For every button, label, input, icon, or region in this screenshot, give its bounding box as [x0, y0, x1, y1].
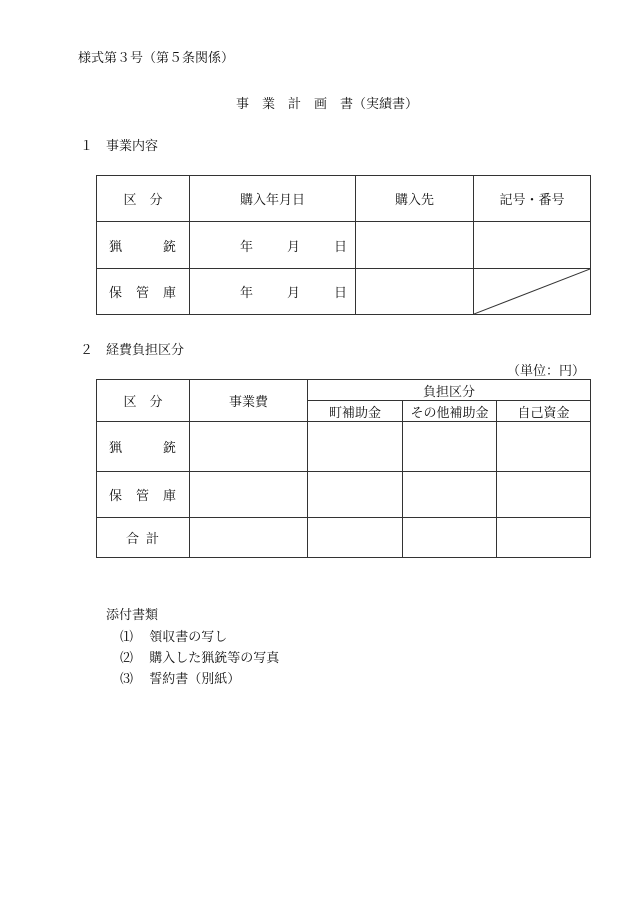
section1-heading: １ 事業内容	[80, 139, 159, 154]
attachment-number: ⑵	[120, 651, 134, 666]
unit-label: （単位：円）	[507, 364, 586, 379]
day-label: 日	[333, 239, 347, 255]
header-purchase-date: 購入年月日	[190, 176, 356, 222]
other-subsidy-total-cell[interactable]	[403, 518, 497, 558]
attachments-heading: 添付書類	[106, 608, 159, 623]
attachment-text: 領収書の写し	[149, 630, 228, 645]
header-vendor: 購入先	[356, 176, 474, 222]
town-subsidy-cell[interactable]	[308, 472, 403, 518]
attachment-item	[120, 647, 279, 666]
header-kubun: 区 分	[97, 176, 190, 222]
row-label-hunting-gun	[97, 422, 190, 472]
section2-heading: ２ 経費負担区分	[80, 343, 185, 358]
row-label-total	[97, 518, 190, 558]
header-code-number: 記号・番号	[474, 176, 591, 222]
own-funds-total-cell[interactable]	[497, 518, 591, 558]
business-content-table	[96, 175, 591, 315]
year-label: 年	[239, 239, 253, 255]
other-subsidy-cell[interactable]	[403, 472, 497, 518]
header-town-subsidy: 町補助金	[308, 401, 403, 422]
vendor-cell[interactable]	[356, 222, 474, 269]
diagonal-line	[474, 269, 590, 314]
label-char: 管	[135, 286, 149, 301]
table-row-total	[97, 518, 591, 558]
table-row	[97, 422, 591, 472]
project-cost-cell[interactable]	[190, 472, 308, 518]
document-title: 事 業 計 画 書（実績書）	[236, 97, 419, 112]
attachment-number: ⑴	[120, 630, 134, 645]
own-funds-cell[interactable]	[497, 472, 591, 518]
code-number-cell[interactable]	[474, 222, 591, 269]
town-subsidy-cell[interactable]	[308, 422, 403, 472]
label-char: 庫	[162, 286, 176, 301]
year-label: 年	[239, 286, 253, 301]
row-label-storage	[97, 472, 190, 518]
row-label-hunting-gun	[97, 222, 190, 269]
label-char: 保	[109, 489, 123, 504]
cost-burden-table	[96, 379, 591, 558]
day-label: 日	[333, 286, 347, 301]
project-cost-cell[interactable]	[190, 422, 308, 472]
town-subsidy-total-cell[interactable]	[308, 518, 403, 558]
own-funds-cell[interactable]	[497, 422, 591, 472]
header-own-funds: 自己資金	[497, 401, 591, 422]
table-row	[97, 222, 591, 269]
attachment-text: 誓約書（別紙）	[149, 672, 241, 687]
project-cost-total-cell[interactable]	[190, 518, 308, 558]
label-char: 猟	[109, 239, 123, 255]
header-project-cost: 事業費	[190, 380, 308, 422]
purchase-date-cell[interactable]	[190, 222, 356, 269]
month-label: 月	[286, 286, 300, 301]
label-char: 管	[135, 489, 149, 504]
table-header-row	[97, 176, 591, 222]
header-kubun: 区 分	[97, 380, 190, 422]
label-char: 銃	[162, 441, 176, 456]
attachment-item	[120, 626, 227, 645]
month-label: 月	[286, 239, 300, 255]
label-char: 銃	[162, 239, 176, 255]
table-header-row	[97, 380, 591, 401]
label-char: 庫	[162, 489, 176, 504]
table-row	[97, 472, 591, 518]
code-number-cell-crossed	[474, 269, 591, 315]
table-row	[97, 269, 591, 315]
attachment-text: 購入した猟銃等の写真	[149, 651, 280, 666]
label-char: 猟	[109, 441, 123, 456]
label-char: 保	[109, 286, 123, 301]
purchase-date-cell[interactable]	[190, 269, 356, 315]
label-char: 合	[126, 532, 140, 547]
vendor-cell[interactable]	[356, 269, 474, 315]
row-label-storage	[97, 269, 190, 315]
other-subsidy-cell[interactable]	[403, 422, 497, 472]
form-number: 様式第３号（第５条関係）	[78, 51, 235, 66]
attachment-number: ⑶	[120, 672, 134, 687]
header-other-subsidy: その他補助金	[403, 401, 497, 422]
header-burden-category: 負担区分	[308, 380, 591, 401]
attachment-item	[120, 668, 240, 687]
label-char: 計	[145, 532, 159, 547]
